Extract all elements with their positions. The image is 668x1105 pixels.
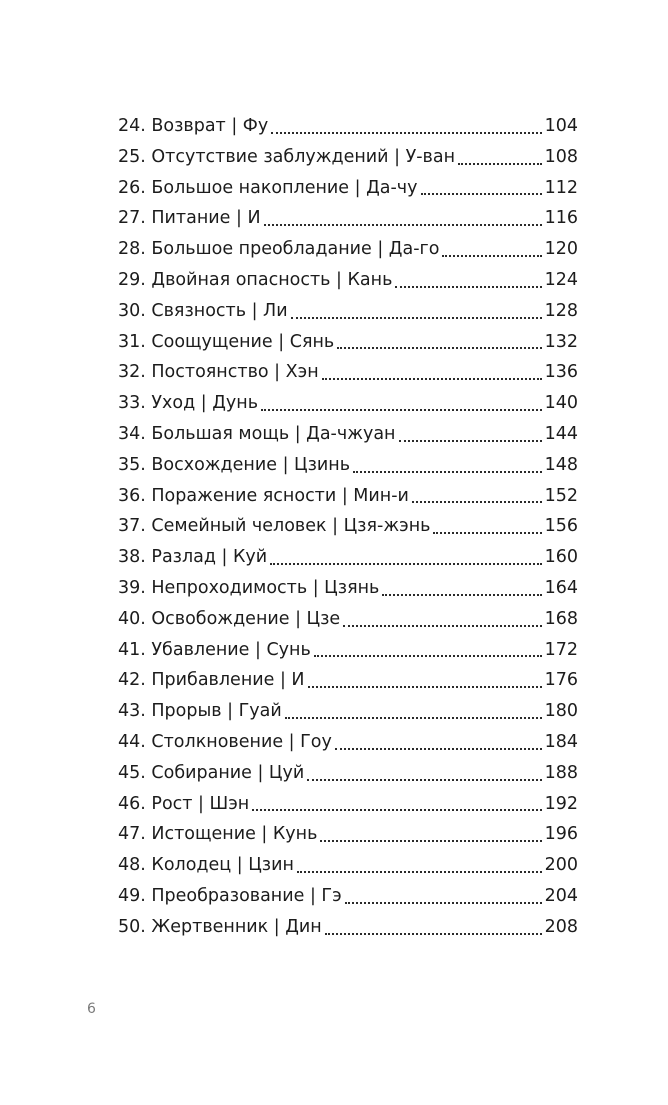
toc-entry [118, 142, 578, 173]
toc-entry-page: 196 [544, 824, 578, 845]
toc-entry-title: 45. Собирание | Цуй [118, 762, 305, 783]
toc-entry [118, 111, 578, 142]
toc-entry-title: 50. Жертвенник | Дин [118, 916, 322, 937]
dot-leader [343, 624, 542, 627]
toc-entry-page: 152 [544, 485, 578, 506]
toc-entry [118, 203, 578, 234]
dot-leader [252, 808, 542, 811]
toc-entry-title: 47. Истощение | Кунь [118, 824, 318, 845]
dot-leader [308, 685, 542, 688]
page-number: 6 [87, 1001, 96, 1017]
toc-entry-page: 200 [544, 855, 578, 876]
dot-leader [322, 377, 542, 380]
toc-entry-title: 40. Освобождение | Цзе [118, 608, 341, 629]
dot-leader [335, 747, 542, 750]
toc-entry [118, 173, 578, 204]
toc-entry-page: 144 [544, 423, 578, 444]
toc-entry-title: 43. Прорыв | Гуай [118, 701, 282, 722]
toc-entry-page: 140 [544, 393, 578, 414]
toc-entry-page: 188 [544, 762, 578, 783]
dot-leader [307, 778, 542, 781]
toc-entry-page: 112 [544, 177, 578, 198]
toc-entry-title: 33. Уход | Дунь [118, 393, 259, 414]
toc-entry [118, 912, 578, 943]
toc-entry-title: 36. Поражение ясности | Мин-и [118, 485, 409, 506]
table-of-contents [118, 111, 578, 943]
toc-entry-title: 49. Преобразование | Гэ [118, 885, 342, 906]
toc-entry-title: 37. Семейный человек | Цзя-жэнь [118, 516, 431, 537]
toc-entry [118, 327, 578, 358]
toc-entry-title: 24. Возврат | Фу [118, 116, 269, 136]
toc-entry [118, 635, 578, 666]
dot-leader [399, 439, 543, 442]
dot-leader [325, 932, 542, 935]
toc-entry-page: 104 [544, 116, 578, 136]
toc-entry-page: 180 [544, 701, 578, 722]
toc-entry-title: 48. Колодец | Цзин [118, 855, 294, 876]
toc-entry [118, 573, 578, 604]
toc-entry [118, 450, 578, 481]
toc-entry-title: 25. Отсутствие заблуждений | У-ван [118, 146, 456, 167]
dot-leader [433, 531, 542, 534]
toc-entry [118, 696, 578, 727]
toc-entry [118, 665, 578, 696]
dot-leader [320, 839, 542, 842]
toc-entry-title: 44. Столкновение | Гоу [118, 731, 332, 752]
toc-entry-page: 164 [544, 577, 578, 598]
toc-entry-page: 128 [544, 300, 578, 321]
dot-leader [285, 716, 542, 719]
toc-entry [118, 542, 578, 573]
toc-entry-title: 27. Питание | И [118, 208, 261, 229]
dot-leader [345, 901, 542, 904]
toc-entry-title: 32. Постоянство | Хэн [118, 362, 319, 383]
dot-leader [291, 316, 542, 319]
toc-entry-page: 124 [544, 269, 578, 290]
toc-entry [118, 850, 578, 881]
toc-entry-title: 31. Соощущение | Сянь [118, 331, 335, 352]
toc-entry [118, 819, 578, 850]
toc-entry-page: 184 [544, 731, 578, 752]
toc-entry [118, 265, 578, 296]
toc-entry-title: 34. Большая мощь | Да-чжуан [118, 423, 396, 444]
dot-leader [382, 593, 542, 596]
dot-leader [412, 500, 542, 503]
toc-entry-title: 39. Непроходимость | Цзянь [118, 577, 380, 598]
toc-entry-title: 38. Разлад | Куй [118, 547, 268, 568]
toc-entry-title: 29. Двойная опасность | Кань [118, 269, 393, 290]
toc-entry [118, 511, 578, 542]
toc-entry [118, 234, 578, 265]
toc-entry-title: 41. Убавление | Сунь [118, 639, 311, 660]
dot-leader [442, 254, 542, 257]
toc-entry-title: 35. Восхождение | Цзинь [118, 454, 351, 475]
toc-entry [118, 604, 578, 635]
dot-leader [314, 654, 542, 657]
toc-entry [118, 357, 578, 388]
toc-entry-page: 116 [544, 208, 578, 229]
toc-entry [118, 388, 578, 419]
toc-entry-page: 208 [544, 916, 578, 937]
toc-entry [118, 758, 578, 789]
toc-entry-page: 132 [544, 331, 578, 352]
toc-entry-title: 46. Рост | Шэн [118, 793, 250, 814]
toc-entry-title: 28. Большое преобладание | Да-го [118, 239, 440, 260]
toc-entry-page: 160 [544, 547, 578, 568]
toc-entry [118, 727, 578, 758]
toc-entry-page: 148 [544, 454, 578, 475]
toc-entry-page: 172 [544, 639, 578, 660]
toc-entry-page: 136 [544, 362, 578, 383]
toc-entry-page: 120 [544, 239, 578, 260]
dot-leader [353, 470, 542, 473]
dot-leader [421, 192, 543, 195]
toc-entry-title: 42. Прибавление | И [118, 670, 305, 691]
toc-entry [118, 789, 578, 820]
dot-leader [264, 223, 542, 226]
toc-entry [118, 481, 578, 512]
toc-entry-page: 156 [544, 516, 578, 537]
toc-entry [118, 419, 578, 450]
toc-entry-title: 30. Связность | Ли [118, 300, 288, 321]
dot-leader [261, 408, 542, 411]
dot-leader [458, 162, 542, 165]
toc-entry-page: 192 [544, 793, 578, 814]
dot-leader [270, 562, 542, 565]
toc-entry-page: 108 [544, 146, 578, 167]
toc-entry-title: 26. Большое накопление | Да-чу [118, 177, 418, 198]
toc-entry-page: 204 [544, 885, 578, 906]
toc-entry [118, 881, 578, 912]
dot-leader [395, 285, 542, 288]
toc-entry-page: 176 [544, 670, 578, 691]
toc-entry-page: 168 [544, 608, 578, 629]
toc-entry [118, 296, 578, 327]
dot-leader [297, 870, 542, 873]
dot-leader [271, 131, 542, 134]
dot-leader [337, 346, 542, 349]
